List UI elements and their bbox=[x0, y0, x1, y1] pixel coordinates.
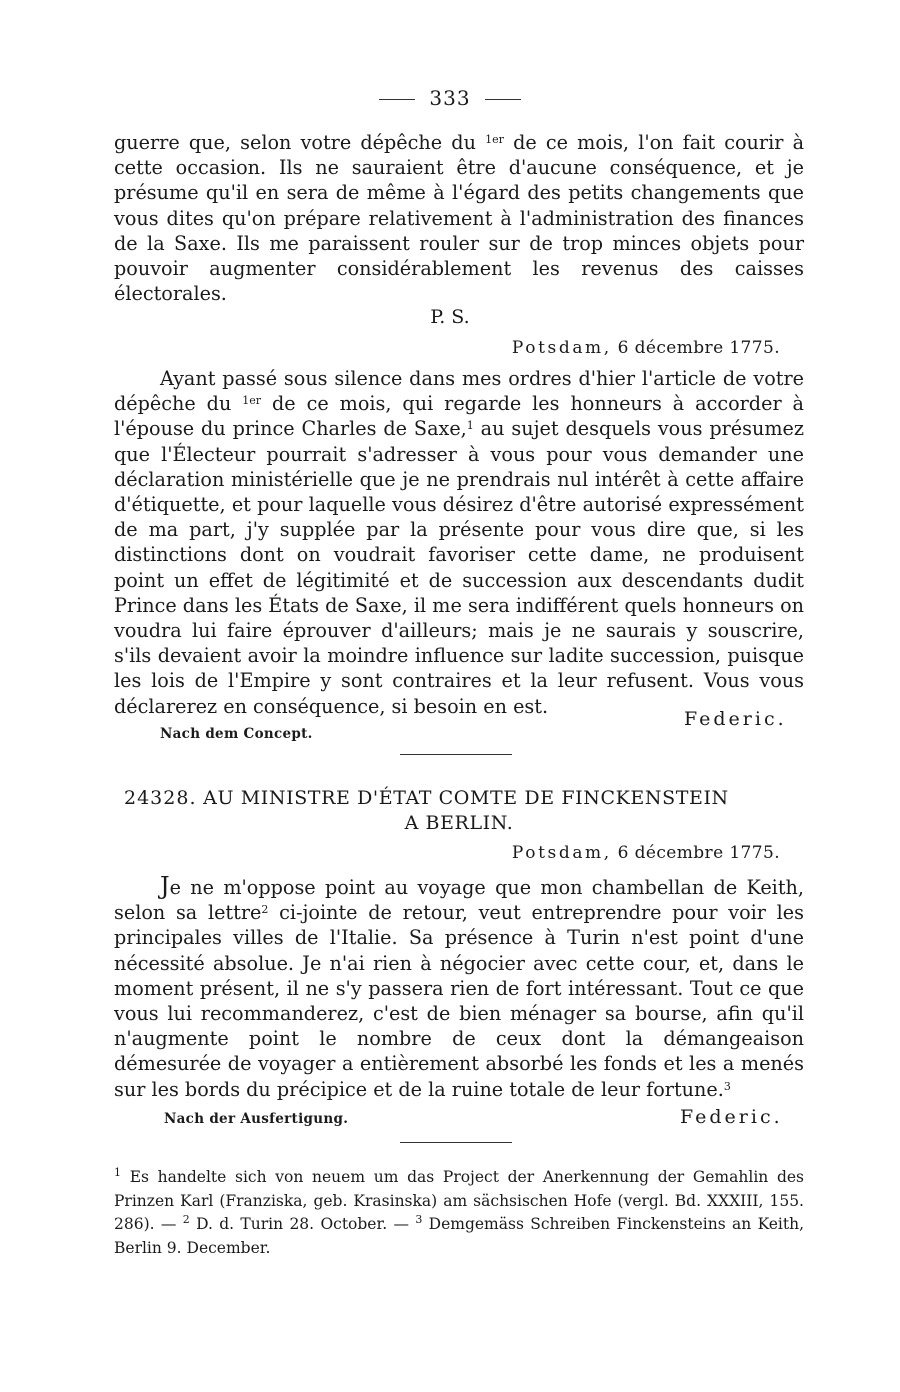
section-divider bbox=[400, 754, 512, 755]
footnote-number-3: 3 bbox=[415, 1213, 423, 1226]
continuation-paragraph bbox=[114, 130, 804, 306]
continuation-text-a: guerre que, selon votre dépêche du bbox=[114, 131, 486, 154]
footnote-text-3: Demgemäss Schreiben Finckensteins an Keith, Berlin 9. December. bbox=[114, 1215, 804, 1257]
superscript-1er: 1er bbox=[242, 394, 262, 408]
letter-title-line1: AU MINISTRE D'ÉTAT COMTE DE FINCKENSTEIN bbox=[203, 787, 729, 809]
letter-source-note: Nach der Ausfertigung. bbox=[164, 1111, 349, 1127]
footnote-ref-3: 3 bbox=[723, 1079, 731, 1093]
continuation-text-b: de ce mois, l'on fait courir à cette occasion. Ils ne sauraient être d'aucune conséquence, et je présume qu'il en sera de même à l'égard des petits changements que vous dites qu'on prépare relativement à l'administration des finances de la Saxe. Ils me paraissent rouler sur de trop minces objets pour pouvoir augmenter considérablement les revenus des caisses électorales. bbox=[114, 131, 805, 306]
header-rule-right bbox=[485, 99, 521, 100]
footnote-text-2: D. d. Turin 28. October. — bbox=[189, 1215, 416, 1233]
footnote-number-1: 1 bbox=[114, 1166, 121, 1179]
dateline-date: 6 décembre 1775. bbox=[617, 338, 780, 358]
dateline-date: 6 décembre 1775. bbox=[617, 843, 780, 863]
superscript-1er: 1er bbox=[485, 133, 504, 146]
letter-text-a: e ne m'oppose point au voyage que mon chambellan de Keith, selon sa lettre bbox=[114, 876, 804, 925]
postscript-heading: P. S. bbox=[430, 306, 470, 328]
dateline-place: Potsdam, bbox=[511, 338, 612, 358]
letter-body bbox=[114, 874, 804, 1102]
footnote-ref-2: 2 bbox=[261, 903, 269, 917]
postscript-text-c: au sujet desquels vous présumez que l'Électeur pourrait s'adresser à vous pour vous demander une déclaration ministérielle que je ne prendrais nul intérêt à cette affaire d'étiquette, et pour laquelle vous désirez d'être autorisé expressément de ma part, j'y supplée par la présente pour vous dire que, si les distinctions dont on voudrait favoriser cette dame, ne produisent point un effet de légitimité et de succession aux descendants dudit Prince dans les États de Saxe, il me sera indifférent quels honneurs on voudra lui faire éprouver d'ailleurs; mais je ne saurais y souscrire, s'ils devaient avoir la moindre influence sur ladite succession, puisque les lois de l'Empire y sont contraires et la leur refusent. Vous vous déclarerez en conséquence, si besoin en est. bbox=[114, 417, 804, 718]
footnote-divider bbox=[400, 1142, 512, 1143]
letter-signature: Federic. bbox=[680, 1106, 783, 1128]
letter-number: 24328. bbox=[124, 787, 197, 809]
letter-dateline bbox=[512, 843, 780, 863]
postscript-text-a: Ayant passé sous silence dans mes ordres d'hier l'article de votre dépêche du bbox=[114, 367, 804, 416]
postscript-source-note: Nach dem Concept. bbox=[160, 726, 313, 742]
postscript-dateline bbox=[512, 338, 780, 358]
letter-text-b: ci-jointe de retour, veut entreprendre pour voir les principales villes de l'Italie. Sa présence à Turin n'est point d'une nécessité absolue. Je n'ai rien à négocier avec cette cour, et, dans le moment présent, il ne s'y passera rien de fort intéressant. Tout ce que vous lui recommanderez, c'est de bien ménager sa bourse, afin qu'il n'augmente point le nombre de ceux dont la démangeaison démesurée de voyager a entièrement absorbé les fonds et les a menés sur les bords du précipice et de la ruine totale de leur fortune. bbox=[114, 901, 804, 1101]
footnote-number-2: 2 bbox=[182, 1213, 190, 1226]
postscript-signature: Federic. bbox=[684, 708, 787, 730]
footnotes bbox=[114, 1166, 804, 1260]
letter-heading bbox=[124, 786, 794, 836]
postscript-text-b: de ce mois, qui regarde les honneurs à accorder à l'épouse du prince Charles de Saxe, bbox=[114, 392, 804, 441]
footnote-text-1: Es handelte sich von neuem um das Project der Anerkennung der Gemahlin des Prinzen Karl (Franziska, geb. Krasinska) am sächsischen Hofe (vergl. Bd. XXXIII, 155. 286). — bbox=[114, 1168, 804, 1233]
dateline-place: Potsdam, bbox=[511, 843, 612, 863]
page-number: 333 bbox=[429, 86, 471, 110]
page-header bbox=[0, 86, 900, 110]
postscript-body bbox=[114, 366, 804, 719]
footnote-ref-1: 1 bbox=[466, 419, 474, 433]
initial-letter: J bbox=[160, 872, 170, 900]
letter-title-line2: A BERLIN. bbox=[404, 812, 514, 834]
header-rule-left bbox=[379, 99, 415, 100]
